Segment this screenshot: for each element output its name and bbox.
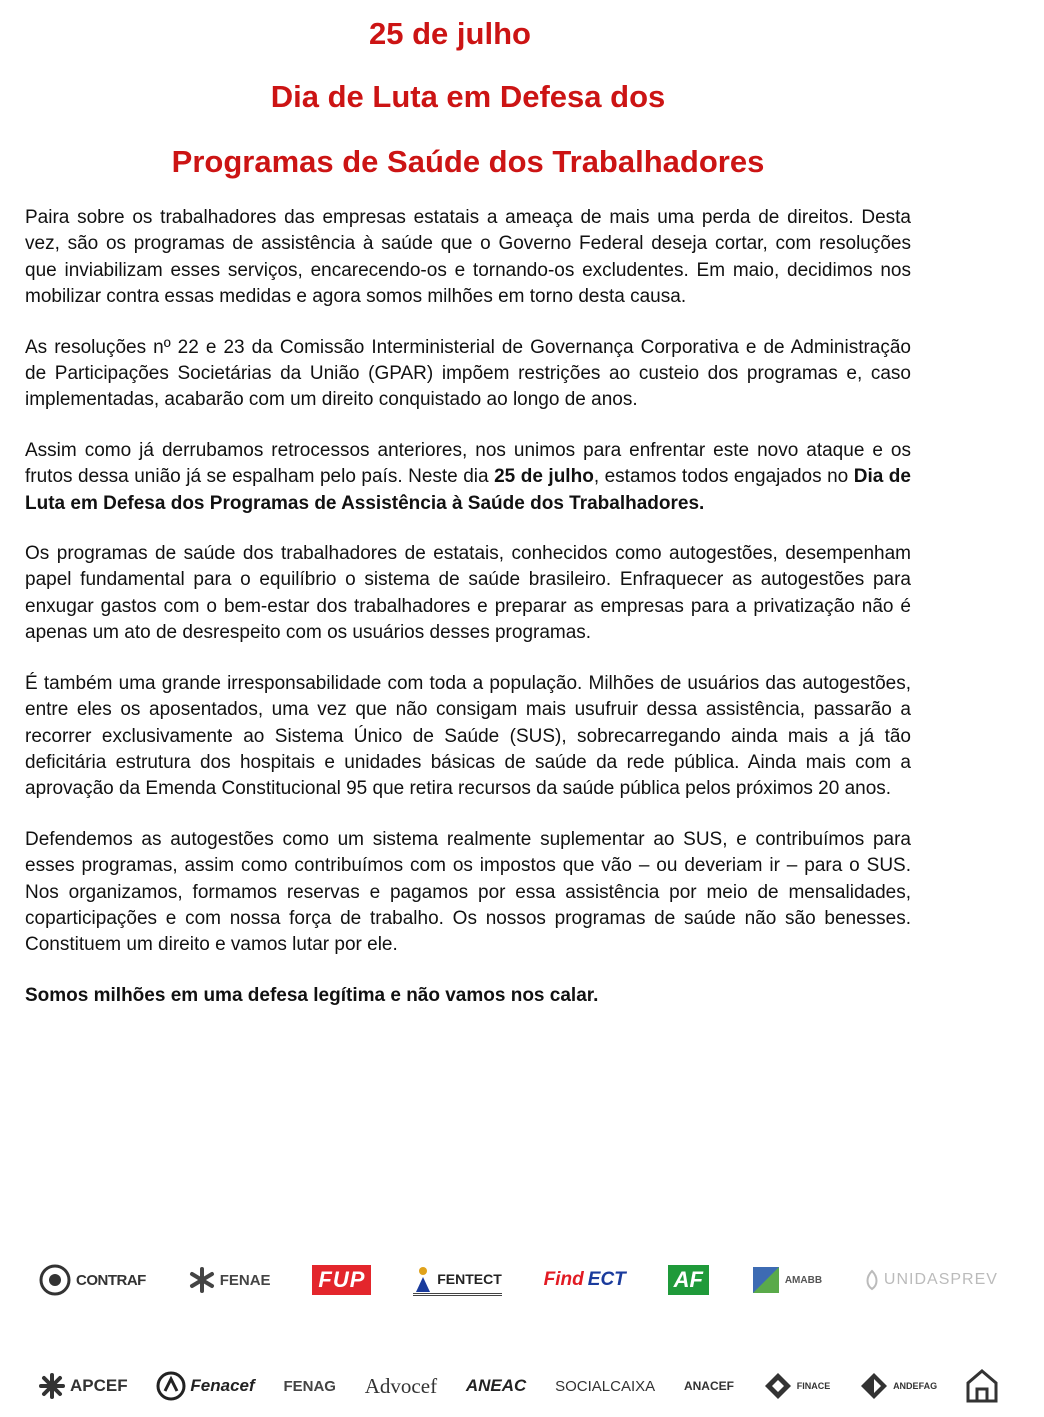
house-emblem-icon [966,1369,998,1403]
document-body [25,205,911,1033]
paragraph-6: Defendemos as autogestões como um sistema realmente suplementar ao SUS, e contribuímos para esses programas, assim como contribuímos com os impostos que vão – ou deveriam ir – para o SUS. Nos organizamos, formamos reservas e pagamos por essa assistência por meio de mensalidades, coparticipações e com nossa força de trabalho. Os nossos programas de saúde não são benesses. Constituem um direito e vamos lutar por ele. [25,828,911,956]
logo-finace [763,1371,831,1401]
unidasprev-label: UNIDASPREV [883,1271,998,1288]
fenacef-emblem-icon [156,1371,186,1401]
paragraph-2: As resoluções nº 22 e 23 da Comissão Interministerial de Governança Corporativa e de Administração de Participações Societárias da União (GPAR) impõem restrições ao custeio dos programas e, caso implementadas, acabarão com um direito conquistado ao longo de anos. [25,336,911,411]
logo-findect [544,1269,626,1291]
finace-emblem-icon [763,1371,793,1401]
contraf-label: CONTRAF [76,1271,146,1289]
logo-advocef: Advocef [364,1373,438,1398]
logo-amabb [751,1265,822,1295]
logo-aneac: ANEAC [465,1376,527,1395]
fentect-figure-icon [413,1265,433,1293]
unidasprev-leaf-icon [864,1269,880,1291]
paragraph-4: Os programas de saúde dos trabalhadores de estatais, conhecidos como autogestões, desempenham papel fundamental para o equilíbrio o sistema de saúde brasileiro. Enfraquecer as autogestões para enxugar gastos com o bem-estar dos trabalhadores e preparar as empresas para a privatização não é apenas um ato de desrespeito com os usuários desses programas. [25,543,911,644]
title-line-1: 25 de julho [369,16,531,51]
logo-fenag: FENAG [283,1377,336,1395]
andefag-emblem-icon [859,1371,889,1401]
fenae-asterisk-icon [188,1266,216,1294]
fentect-label: FENTECT [437,1270,502,1287]
logo-andefag [859,1371,937,1401]
findect-label-a: Find [543,1269,584,1290]
amabb-label: AMABB [784,1274,823,1286]
amabb-emblem-icon [751,1265,781,1295]
paragraph-5: É também uma grande irresponsabilidade com toda a população. Milhões de usuários das autogestões, entre eles os aposentados, uma vez que não consigam mais usufruir dessa assistência, passarão a recorrer exclusivamente ao Sistema Único de Saúde (SUS), sobrecarregando ainda mais a já tão deficitária estrutura dos hospitais e unidades básicas de saúde da rede pública. Ainda mais com a aprovação da Emenda Constitucional 95 que retira recursos da saúde pública pelos próximos 20 anos. [25,672,911,800]
logo-apcef [38,1372,128,1400]
logo-fup: FUP [312,1265,371,1295]
logo-socialcaixa: SOCIALCAIXA [555,1377,656,1395]
paragraph-1: Paira sobre os trabalhadores das empresas estatais a ameaça de mais uma perda de direitos. Desta vez, são os programas de assistência à saúde que o Governo Federal deseja cortar, com resoluções que inviabilizam esses serviços, encarecendo-os e tornando-os excludentes. Em maio, decidimos nos mobilizar contra essas medidas e agora somos milhões em torno desta causa. [25,207,911,308]
logo-row-2 [38,1360,998,1412]
apcef-label: APCEF [70,1376,128,1395]
logo-contraf [38,1263,146,1297]
fenae-label: FENAE [219,1271,271,1289]
paragraph-3-date: 25 de julho [494,466,594,488]
logo-fenae [188,1266,271,1294]
paragraph-3-campaign: Dia de Luta em Defesa dos Programas de Assistência à Saúde dos Trabalhadores. [25,466,911,514]
logo-fenacef [156,1371,254,1401]
paragraph-7-closing [25,983,911,1009]
paragraph-3-text-c: , estamos todos engajados no [593,466,854,488]
findect-label-b: ECT [587,1269,626,1290]
title-line-2: Dia de Luta em Defesa dos [270,79,666,114]
andefag-label: ANDEFAG [893,1381,938,1391]
logo-row-1 [38,1258,998,1302]
logo-unidasprev [864,1269,998,1291]
title-line-3: Programas de Saúde dos Trabalhadores [171,144,765,179]
logo-house-emblem [966,1369,998,1403]
finace-label: FINACE [796,1381,831,1391]
fenacef-label: Fenacef [190,1376,255,1395]
logo-fentect [413,1265,502,1296]
logo-anacef: ANACEF [683,1379,734,1393]
logo-af: AF [668,1265,709,1295]
closing-statement: Somos milhões em uma defesa legítima e não vamos nos calar. [25,984,599,1006]
apcef-asterisk-icon [38,1372,66,1400]
paragraph-3 [25,438,911,517]
contraf-emblem-icon [38,1263,72,1297]
paragraph-3-text-a: Assim como já derrubamos retrocessos anteriores, nos unimos para enfrentar este novo ataque e os frutos dessa união já se espalham pelo país. Neste dia [25,439,911,488]
